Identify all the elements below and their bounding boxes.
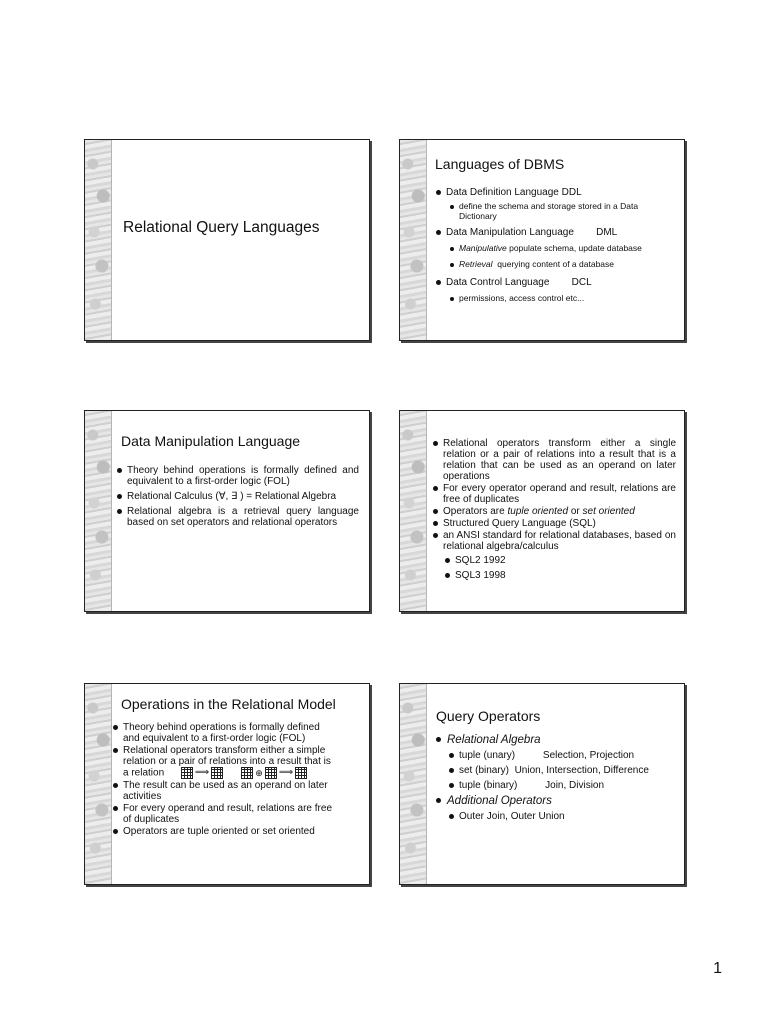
decorative-strip xyxy=(400,684,427,884)
decorative-strip xyxy=(400,411,427,611)
slide-2 xyxy=(399,139,685,341)
sub-bullet-item: tuple (binary) Join, Division xyxy=(449,780,676,791)
bullet-item: Structured Query Language (SQL) xyxy=(433,518,676,529)
sub-bullet-item: Manipulative populate schema, update database xyxy=(450,244,676,254)
bullet-item: Operators are tuple oriented or set oriented xyxy=(433,506,676,517)
bullet-item: an ANSI standard for relational databases, based on relational algebra/calculus xyxy=(433,530,676,552)
sub-bullet-item: SQL3 1998 xyxy=(445,570,676,581)
bullet-item: Operators are tuple oriented or set oriented xyxy=(113,826,339,837)
sub-bullet-item: Outer Join, Outer Union xyxy=(449,811,676,822)
sub-bullet-item: set (binary) Union, Intersection, Difference xyxy=(449,765,676,776)
bullet-item: Data Manipulation Language DML xyxy=(436,227,676,238)
table-grid-icon xyxy=(295,767,307,779)
bullet-item: For every operand and result, relations are free of duplicates xyxy=(113,803,339,825)
bullet-item: Data Definition Language DDL xyxy=(436,187,676,198)
sub-bullet-item: Retrieval querying content of a database xyxy=(450,260,676,270)
decorative-strip xyxy=(85,411,112,611)
bullet-item: Data Control Language DCL xyxy=(436,277,676,288)
page-number: 1 xyxy=(713,960,722,977)
sub-bullet-item: SQL2 1992 xyxy=(445,555,676,566)
sub-bullet-item: define the schema and storage stored in a Data Dictionary xyxy=(450,202,676,221)
slide-title: Query Operators xyxy=(436,708,541,724)
slide-body xyxy=(117,465,359,532)
slide-title: Languages of DBMS xyxy=(435,156,565,172)
bullet-item: Relational Algebra xyxy=(436,734,676,747)
slide-1 xyxy=(84,139,370,341)
sub-bullet-item: tuple (unary) Selection, Projection xyxy=(449,750,676,761)
bullet-item: For every operator operand and result, relations are free of duplicates xyxy=(433,483,676,505)
sub-bullet-item: permissions, access control etc... xyxy=(450,294,676,304)
combine-icon: ⊕ xyxy=(255,767,263,778)
bullet-item: Theory behind operations is formally defined and equivalent to a first-order logic (FOL) xyxy=(117,465,359,487)
table-grid-icon xyxy=(265,767,277,779)
slide-4 xyxy=(399,410,685,612)
table-grid-icon xyxy=(241,767,253,779)
bullet-item: Theory behind operations is formally defined and equivalent to a first-order logic (FOL) xyxy=(113,722,339,744)
bullet-item: Relational operators transform either a single relation or a pair of relations into a result that is a relation that can be used as an operand on later operations xyxy=(433,438,676,482)
bullet-item: Relational Calculus (∀, ∃ ) = Relational Algebra xyxy=(117,491,359,502)
bullet-item: Relational algebra is a retrieval query language based on set operators and relational operators xyxy=(117,506,359,528)
slide-body xyxy=(433,438,676,585)
bullet-item: The result can be used as an operand on later activities xyxy=(113,780,339,802)
slide-3 xyxy=(84,410,370,612)
arrow-right-icon: ⟹ xyxy=(194,767,210,778)
operator-diagram xyxy=(181,767,307,779)
slide-title: Data Manipulation Language xyxy=(121,433,301,449)
bullet-item: Additional Operators xyxy=(436,795,676,808)
slide-6 xyxy=(399,683,685,885)
decorative-strip xyxy=(85,684,112,884)
bullet-item: Relational operators transform either a simple relation or a pair of relations into a result that is a relation ⟹ ⊕ ⟹ xyxy=(113,745,339,779)
decorative-strip xyxy=(400,140,427,340)
slide-title: Operations in the Relational Model xyxy=(121,696,336,712)
slide-body xyxy=(436,734,676,826)
slide-body xyxy=(113,722,339,841)
slide-body xyxy=(436,187,676,307)
decorative-strip xyxy=(85,140,112,340)
arrow-right-icon: ⟹ xyxy=(278,767,294,778)
table-grid-icon xyxy=(211,767,223,779)
slide-5 xyxy=(84,683,370,885)
slide-title: Relational Query Languages xyxy=(123,219,320,236)
table-grid-icon xyxy=(181,767,193,779)
